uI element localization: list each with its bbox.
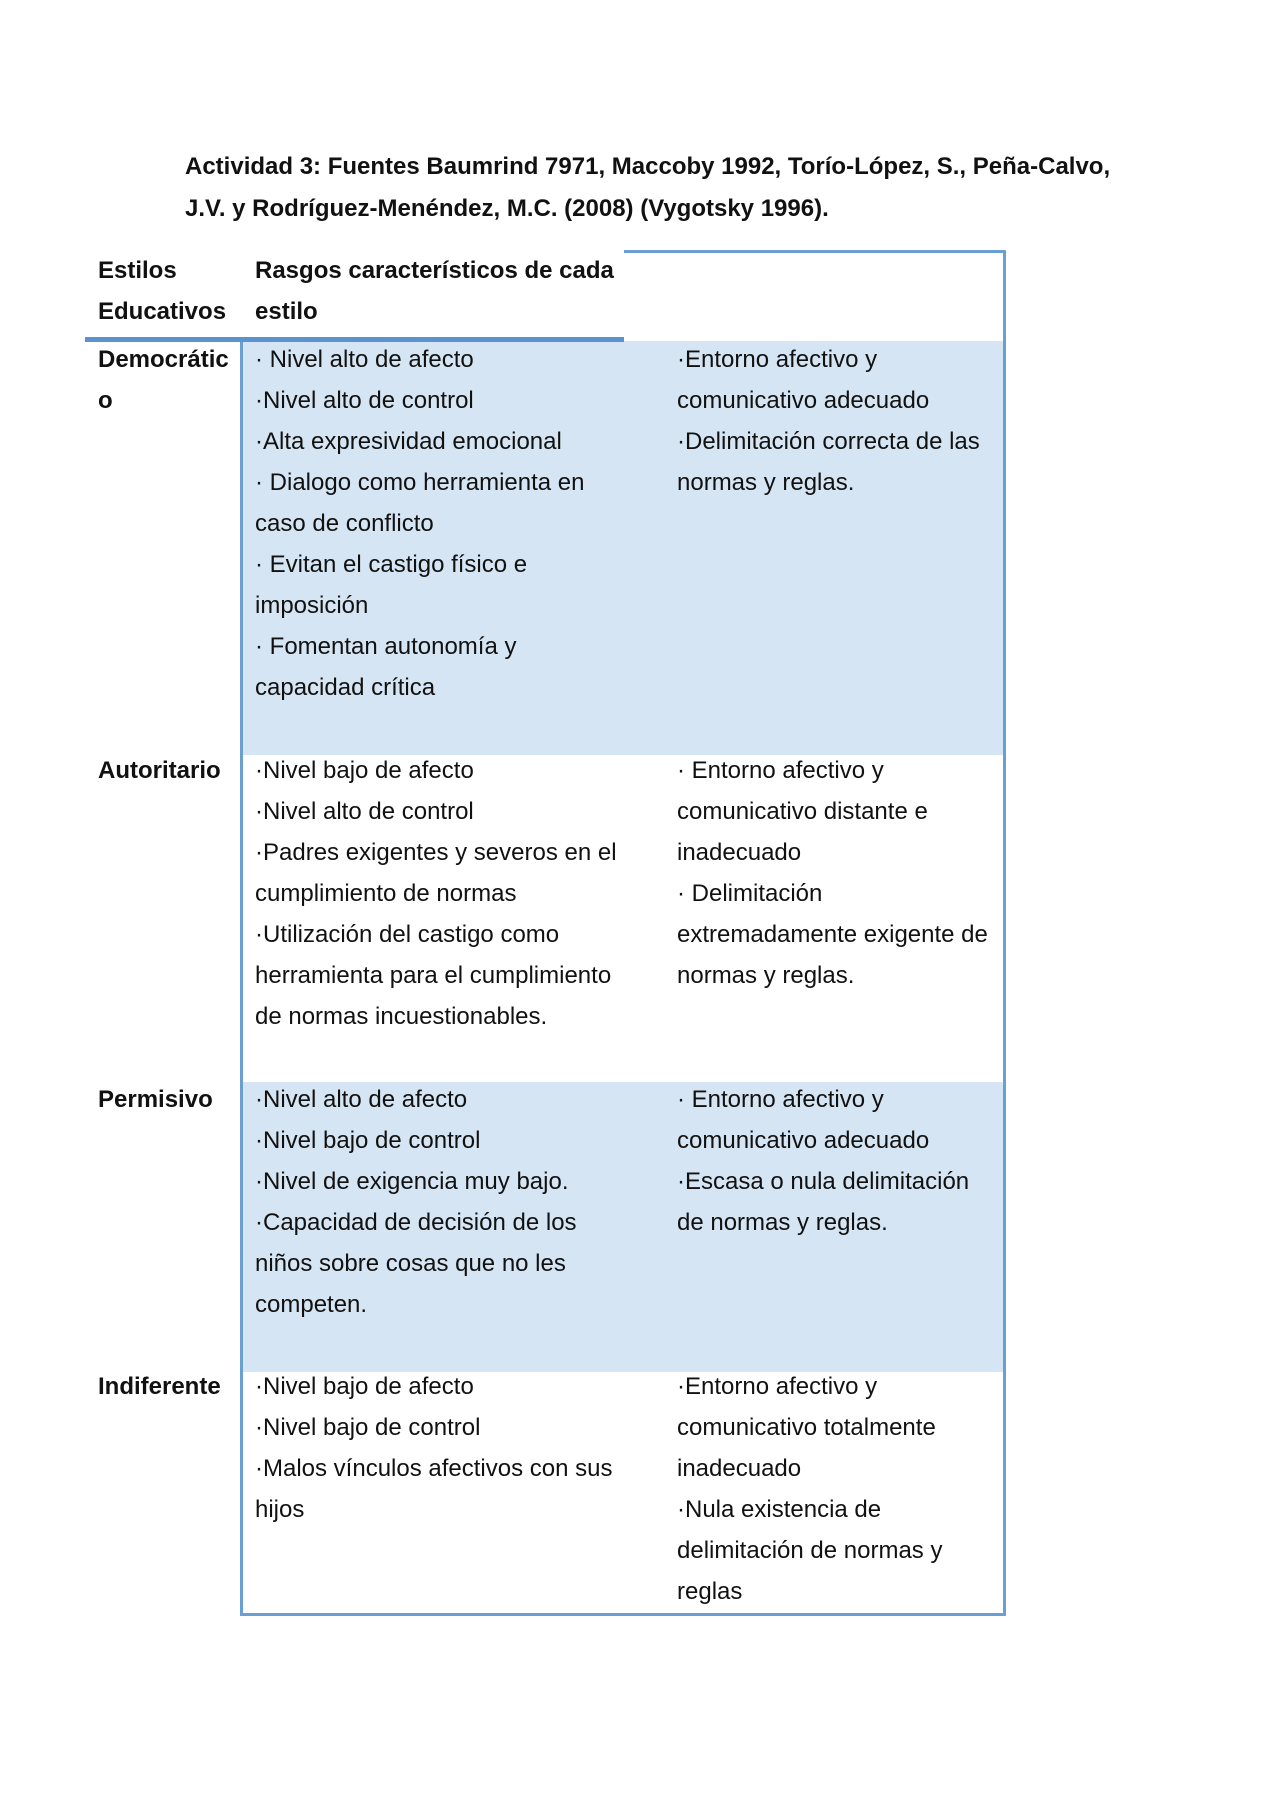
row-effects-permisivo: · Entorno afectivo y comunicativo adecuado ·Escasa o nula delimitación de normas y reglas. (677, 1086, 970, 1236)
table-border-bottom (240, 1613, 1006, 1616)
header-estilos-educativos: Estilos Educativos (98, 257, 227, 325)
table-border-top (624, 250, 1006, 253)
heading-line-2: J.V. y Rodríguez-Menéndez, M.C. (2008) (Vygotsky 1996). (185, 195, 829, 222)
header-rasgos: Rasgos característicos de cada estilo (255, 257, 614, 325)
row-traits-democratico: · Nivel alto de afecto ·Nivel alto de control ·Alta expresividad emocional · Dialogo como herramienta en caso de conflicto · Evitan el castigo físico e imposición · Fomentan autonomía y capacidad crítica (255, 346, 585, 701)
row-effects-democratico: ·Entorno afectivo y comunicativo adecuado ·Delimitación correcta de las normas y reglas. (677, 346, 980, 496)
row-effects-indiferente: ·Entorno afectivo y comunicativo totalmente inadecuado ·Nula existencia de delimitación de normas y reglas (677, 1373, 943, 1605)
row-label-democratico: Democrátic o (98, 346, 229, 414)
row-traits-indiferente: ·Nivel bajo de afecto ·Nivel bajo de control ·Malos vínculos afectivos con sus hijos (255, 1373, 613, 1523)
heading-line-1: Actividad 3: Fuentes Baumrind 7971, Maccoby 1992, Torío-López, S., Peña-Calvo, (185, 153, 1111, 180)
row-traits-autoritario: ·Nivel bajo de afecto ·Nivel alto de control ·Padres exigentes y severos en el cumplimiento de normas ·Utilización del castigo como herramienta para el cumplimiento de normas incuestionables. (255, 757, 617, 1030)
table-border-left (240, 338, 243, 1616)
row-traits-permisivo: ·Nivel alto de afecto ·Nivel bajo de control ·Nivel de exigencia muy bajo. ·Capacidad de decisión de los niños sobre cosas que no les competen. (255, 1086, 577, 1318)
row-label-indiferente: Indiferente (98, 1373, 221, 1400)
row-label-autoritario: Autoritario (98, 757, 221, 784)
row-label-permisivo: Permisivo (98, 1086, 213, 1113)
table-border-right (1003, 250, 1006, 1616)
row-effects-autoritario: · Entorno afectivo y comunicativo distante e inadecuado · Delimitación extremadamente exigente de normas y reglas. (677, 757, 988, 989)
